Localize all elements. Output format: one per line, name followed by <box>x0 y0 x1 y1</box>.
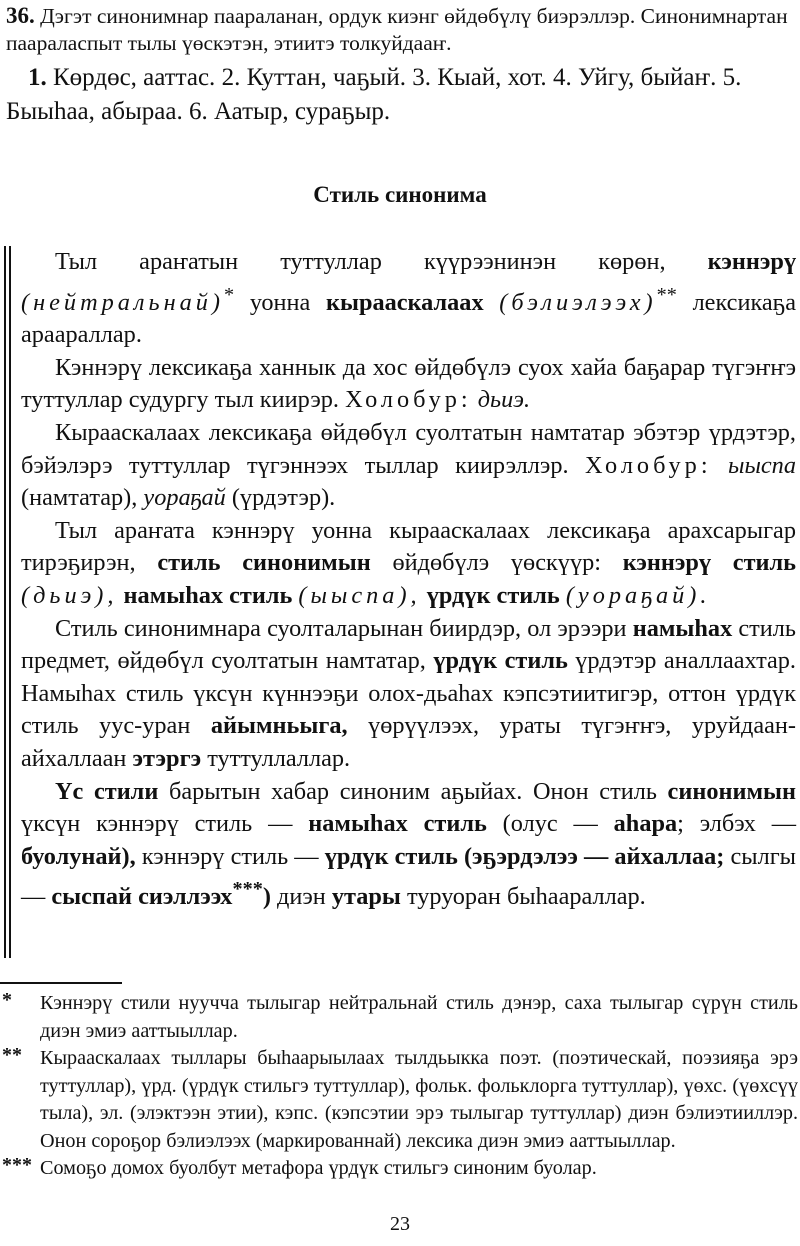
rule-paragraph-6: Үс стили барытын хабар синоним аҕыйах. Онон стиль синонимын үксүн кэннэрү стиль — намыhах стиль (олус — аhара; элбэх — буолунай), кэннэрү стиль — үрдүк стиль (эҕэрдэлээ — айхаллаа; сылгы — сыспай сиэллээх***) диэн утары туруоран быhаараллар. <box>21 777 797 911</box>
footnotes <box>0 990 798 1183</box>
footnote-mark: * <box>2 989 12 1011</box>
exercise-item: 6. Аатыр, сураҕыр. <box>188 98 391 125</box>
footnote-mark: ** <box>2 1044 22 1066</box>
rule-paragraph-3: Кырааскалаах лексикаҕа өйдөбүл суолтатын намтатар эбэтэр үрдэтэр, бэйэлэрэ туттуллар түгэннээх тыллар киирэллэр. Холобур: ыыспа (намтатар), уораҕай (үрдэтэр). <box>21 419 796 512</box>
section-title: Стиль синонима <box>313 182 487 207</box>
exercise-item: 5. Быыhаа, абыраа. <box>6 64 742 125</box>
exercise-item: 2. Куттан, чаҕый. <box>221 64 406 91</box>
rule-paragraph-5: Стиль синонимнара суолталарынан биирдэр, ол эрээри намыhах стиль предмет, өйдөбүл суолтатын намтатар, үрдүк стиль үрдэтэр аналлаахтар. Намыhах стиль үксүн күннээҕи олох-дьаhах кэпсэтиитигэр, оттон үрдүк стиль уус-уран айымньыга, үөрүүлээх, ураты түгэҥҥэ, уруйдаан-айхаллаан этэргэ туттуллаллар. <box>21 614 797 772</box>
exercise-instruction <box>6 2 796 57</box>
exercise-number: 36. <box>6 3 35 28</box>
rule-box <box>4 246 796 958</box>
exercise-item: 4. Уйгу, быйаҥ. <box>552 64 717 91</box>
exercise-item: 3. Кыай, хот. <box>412 64 547 91</box>
footnote-separator <box>0 982 122 984</box>
footnote-3 <box>0 1155 798 1183</box>
exercise-items <box>6 61 796 129</box>
rule-paragraph-2: Кэннэрү лексикаҕа ханнык да хос өйдөбүлэ суох хайа баҕарар түгэҥҥэ туттуллар судургу тыл киирэр. Холобур: дьиэ. <box>21 353 796 414</box>
exercise-36 <box>6 2 796 129</box>
rule-paragraph-1: Тыл араҥатын туттуллар күүрээнинэн көрөн, кэннэрү (нейтральнай)* уонна кырааскалаах (бэлиэлээх)** лексикаҕа араараллар. <box>21 248 796 349</box>
footnote-mark: *** <box>2 1154 32 1176</box>
footnote-text: Кырааскалаах тыллары быhаарыылаах тылдьыкка поэт. (поэтическай, поэзияҕа эрэ туттуллар), үрд. (үрдүк стильгэ туттуллар), фольк. фольклорга туттуллар), үөхс. (үөхсүү тыла), эл. (элэктээн этии), кэпс. (кэпсэтии эрэ тылыгар туттуллар) диэн бэлиэтииллэр. Онон сороҕор бэлиэлээх (маркированнай) лексика диэн эмиэ ааттыыллар. <box>40 1047 798 1152</box>
page-number: 23 <box>390 1213 410 1235</box>
exercise-item: 1. Көрдөс, ааттас. <box>28 64 216 91</box>
footnote-text: Кэннэрү стили нуучча тылыгар нейтральнай стиль дэнэр, саха тылыгар сүрүн стиль диэн эмиэ ааттыыллар. <box>40 992 798 1042</box>
footnote-2 <box>0 1045 798 1155</box>
rule-paragraph-4: Тыл араҥата кэннэрү уонна кырааскалаах лексикаҕа арахсарыгар тирэҕирэн, стиль синонимын өйдөбүлэ үөскүүр: кэннэрү стиль (дьиэ), намыhах стиль (ыыспа), үрдүк стиль (уораҕай). <box>21 516 796 610</box>
footnote-text: Сомоҕо домох буолбут метафора үрдүк стильгэ синоним буолар. <box>40 1157 597 1179</box>
exercise-instruction-text: Дэгэт синонимнар паараланан, ордук киэнг өйдөбүлү биэрэллэр. Синонимнартан паараласпыт тылы үөскэтэн, этиитэ толкуйдааҥ. <box>6 4 788 55</box>
footnote-1 <box>0 990 798 1045</box>
